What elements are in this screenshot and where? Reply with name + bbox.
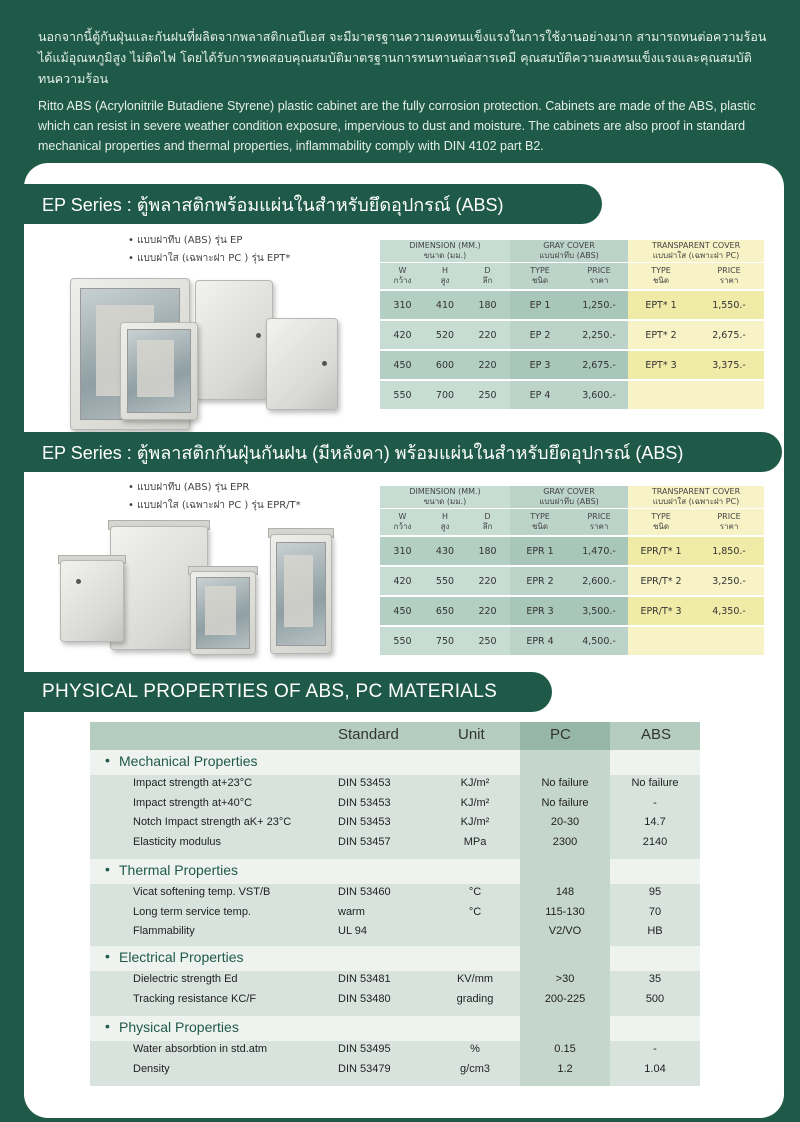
ep-series-title: EP Series : ตู้พลาสติกพร้อมแผ่นในสำหรับยึดอุปกรณ์ (ABS) [42,194,504,215]
property-unit: grading [456,992,494,1005]
ep-price-table [380,240,764,411]
section-title: • Mechanical Properties [119,753,258,769]
ep-gray-header: GRAY COVER [543,241,595,250]
ep-col-w-th: กว้าง [393,276,412,285]
epr-col-d-th: ลึก [482,522,493,531]
property-prop: Dielectric strength Ed [133,973,238,985]
property-std: DIN 53480 [338,992,391,1005]
epr-gray-header: GRAY COVER [543,487,595,496]
header-pc: PC [550,726,571,743]
cell-type: EPR 4 [510,626,570,656]
epr-col-h: H [441,512,448,521]
property-std: DIN 53460 [338,886,391,898]
cell-price: 2,250.- [570,320,628,350]
cell-ttype: EPT* 2 [628,320,694,350]
cell-h: 600 [425,350,465,380]
cell-w: 550 [380,380,425,410]
cell-ttype: EPR/T* 3 [628,596,694,626]
cell-type: EP 3 [510,350,570,380]
cabinet-roof-transparent-small [190,571,256,655]
cell-ttype [628,626,694,656]
cell-d: 250 [465,380,510,410]
cell-tprice: 3,250.- [694,566,764,596]
cell-h: 520 [425,320,465,350]
property-prop: Water absorbtion in std.atm [133,1043,268,1055]
header-standard: Standard [338,726,399,743]
table-row [380,380,764,410]
property-unit: KJ/m² [460,777,490,789]
property-abs: 35 [648,973,662,985]
epr-series-title: EP Series : ตู้พลาสติกกันฝุ่นกันฝน (มีหลังคา) พร้อมแผ่นในสำหรับยึดอุปกรณ์ (ABS) [42,442,684,463]
property-abs: 95 [648,886,662,898]
ep-bullets [128,232,290,268]
cell-w: 310 [380,536,425,566]
ep-transparent-header-th: แบบฝาใส (เฉพาะฝา PC) [652,251,740,260]
cell-tprice: 2,675.- [694,320,764,350]
property-abs: - [653,1043,657,1055]
property-pc: 115-130 [545,905,585,918]
cell-h: 700 [425,380,465,410]
epr-col-price: PRICE [587,512,611,521]
epr-col-ttype: TYPE [651,512,671,521]
cabinet-gray-small [266,318,338,410]
property-pc: No failure [541,796,589,809]
epr-col-w-th: กว้าง [393,522,412,531]
property-unit: % [470,1043,480,1055]
intro-english: Ritto ABS (Acrylonitrile Butadiene Styrene) plastic cabinet are the fully corrosion protection. Cabinets are made of the ABS, plastic which can resist in severe weather condition exposure, impervious to dust and moisture. The cabinets are also proof in standard mechanical properties and thermal properties, inflammability comply with DIN 4102 part B2. [38,99,756,153]
epr-col-tprice: PRICE [717,512,741,521]
property-pc: 0.15 [554,1043,576,1055]
cell-w: 310 [380,290,425,320]
table-row [380,626,764,656]
cell-d: 220 [465,350,510,380]
ep-col-h-th: สูง [440,276,450,285]
cell-price: 2,600.- [570,566,628,596]
property-prop: Impact strength at+23°C [133,777,253,789]
property-std: DIN 53453 [338,777,391,789]
property-pc: V2/VO [548,925,582,937]
cell-d: 220 [465,320,510,350]
property-abs: No failure [631,777,679,789]
property-prop: Density [133,1062,170,1075]
property-std: DIN 53453 [338,796,391,809]
property-abs: 14.7 [644,816,666,828]
property-unit: °C [468,886,482,898]
cell-price: 4,500.- [570,626,628,656]
property-abs: - [653,796,657,809]
property-unit: °C [468,905,482,918]
property-prop: Impact strength at+40°C [133,796,253,809]
intro-thai: นอกจากนี้ตู้กันฝุ่นและกันฝนที่ผลิตจากพลาสติกเอบีเอส จะมีมาตรฐานความคงทนแข็งแรงในการใช้งานอย่างมาก สามารถทนต่อความร้อนได้แม้อุณหภูมิสูง ไม่ติดไฟ โดยได้รับการทดสอบคุณสมบัติมาตรฐานการทนทานต่อสารเคมี คุณสมบัติความคงทนแข็งแรงและคุณสมบัติทนความร้อน [38,29,767,86]
cell-price: 3,500.- [570,596,628,626]
epr-price-table [380,486,764,657]
property-prop: Flammability [133,925,195,937]
property-unit: KV/mm [456,973,494,985]
property-unit: KJ/m² [460,816,490,828]
ep-col-d: D [484,266,491,275]
epr-dimension-header: DIMENSION (MM.) [409,487,481,496]
table-row [380,320,764,350]
epr-bullets [128,479,301,515]
property-abs: 500 [645,992,665,1005]
property-unit: MPa [463,835,487,848]
cell-h: 430 [425,536,465,566]
property-unit: g/cm3 [460,1062,490,1075]
property-std: DIN 53479 [338,1062,391,1075]
epr-col-ttype-th: ชนิด [652,522,670,531]
cell-d: 180 [465,290,510,320]
cell-price: 1,470.- [570,536,628,566]
cell-type: EP 1 [510,290,570,320]
property-abs: 70 [648,905,662,918]
property-pc: No failure [541,777,589,789]
cell-tprice: 1,850.- [694,536,764,566]
epr-gray-header-th: แบบฝาทึบ (ABS) [539,497,599,506]
epr-col-type-th: ชนิด [531,522,549,531]
property-std: DIN 53495 [338,1043,391,1055]
epr-col-w: W [398,512,407,521]
cell-h: 410 [425,290,465,320]
cell-h: 550 [425,566,465,596]
cabinet-roof-transparent-large [270,534,332,654]
cell-d: 220 [465,596,510,626]
cell-type: EPR 2 [510,566,570,596]
physical-properties-title: PHYSICAL PROPERTIES OF ABS, PC MATERIALS [42,681,498,702]
cell-type: EPR 1 [510,536,570,566]
property-abs: HB [647,925,663,937]
property-std: UL 94 [338,925,367,937]
epr-col-tprice-th: ราคา [719,522,739,531]
cell-w: 450 [380,596,425,626]
ep-col-type-th: ชนิด [531,276,549,285]
ep-col-price-th: ราคา [589,276,609,285]
cell-w: 550 [380,626,425,656]
property-prop: Notch Impact strength aK+ 23°C [133,816,292,828]
property-std: DIN 53481 [338,973,391,985]
ep-series-banner [24,184,602,224]
section-title: • Physical Properties [119,1019,239,1035]
cell-tprice [694,626,764,656]
cell-d: 220 [465,566,510,596]
ep-col-ttype: TYPE [651,266,671,275]
epr-transparent-header: TRANSPARENT COVER [651,487,741,496]
intro-text [38,26,768,156]
ep-col-ttype-th: ชนิด [652,276,670,285]
epr-bullet-1: • แบบฝาทึบ (ABS) รุ่น EPR [128,479,301,497]
table-row [380,350,764,380]
cell-w: 420 [380,320,425,350]
epr-col-h-th: สูง [440,522,450,531]
ep-col-h: H [441,266,448,275]
table-row [380,290,764,320]
ep-gray-header-th: แบบฝาทึบ (ABS) [539,251,599,260]
cell-tprice: 4,350.- [694,596,764,626]
physical-properties-banner [24,672,552,712]
ep-bullet-1: • แบบฝาทึบ (ABS) รุ่น EP [128,232,290,250]
cell-ttype [628,380,694,410]
ep-col-w: W [398,266,407,275]
property-pc: 148 [555,886,575,898]
property-prop: Vicat softening temp. VST/B [133,886,271,898]
ep-col-d-th: ลึก [482,276,493,285]
property-pc: 20-30 [550,816,580,828]
property-abs: 1.04 [644,1062,666,1075]
epr-col-d: D [484,512,491,521]
cell-h: 650 [425,596,465,626]
cell-tprice [694,380,764,410]
ep-bullet-2: • แบบฝาใส (เฉพาะฝา PC ) รุ่น EPT* [128,250,290,268]
epr-series-banner [24,432,782,472]
epr-col-price-th: ราคา [589,522,609,531]
cell-tprice: 3,375.- [694,350,764,380]
property-abs: 2140 [642,835,668,848]
cell-d: 250 [465,626,510,656]
header-abs: ABS [641,726,672,743]
ep-col-tprice-th: ราคา [719,276,739,285]
property-std: DIN 53453 [338,816,391,828]
cell-price: 1,250.- [570,290,628,320]
table-row [380,536,764,566]
cell-ttype: EPT* 1 [628,290,694,320]
header-unit: Unit [458,726,485,743]
cell-d: 180 [465,536,510,566]
cell-type: EP 2 [510,320,570,350]
property-std: warm [338,905,365,918]
epr-bullet-2: • แบบฝาใส (เฉพาะฝา PC ) รุ่น EPR/T* [128,497,301,515]
cell-type: EPR 3 [510,596,570,626]
epr-dimension-header-th: ขนาด (มม.) [423,497,467,506]
cell-w: 420 [380,566,425,596]
ep-dimension-header: DIMENSION (MM.) [409,241,481,250]
cell-tprice: 1,550.- [694,290,764,320]
property-prop: Long term service temp. [133,905,251,918]
cell-price: 3,600.- [570,380,628,410]
epr-col-type: TYPE [530,512,550,521]
cabinet-roof-small [60,560,124,642]
cell-ttype: EPR/T* 1 [628,536,694,566]
cell-type: EP 4 [510,380,570,410]
property-pc: 2300 [552,835,578,848]
ep-col-tprice: PRICE [717,266,741,275]
property-pc: 200-225 [544,992,586,1005]
ep-col-price: PRICE [587,266,611,275]
section-title: • Electrical Properties [119,949,244,965]
property-unit: KJ/m² [460,796,490,809]
cabinet-gray-large [195,280,273,400]
epr-transparent-header-th: แบบฝาใส (เฉพาะฝา PC) [652,497,740,506]
cabinet-transparent-small [120,322,198,420]
cell-ttype: EPR/T* 2 [628,566,694,596]
property-pc: 1.2 [557,1062,573,1075]
ep-dimension-header-th: ขนาด (มม.) [423,251,467,260]
property-pc: >30 [555,973,575,985]
cell-price: 2,675.- [570,350,628,380]
property-std: DIN 53457 [338,835,391,848]
ep-col-type: TYPE [530,266,550,275]
ep-transparent-header: TRANSPARENT COVER [651,241,741,250]
cell-ttype: EPT* 3 [628,350,694,380]
cell-w: 450 [380,350,425,380]
table-row [380,596,764,626]
cell-h: 750 [425,626,465,656]
property-prop: Elasticity modulus [133,835,222,848]
property-prop: Tracking resistance KC/F [133,992,257,1005]
table-row [380,566,764,596]
section-title: • Thermal Properties [119,862,238,878]
